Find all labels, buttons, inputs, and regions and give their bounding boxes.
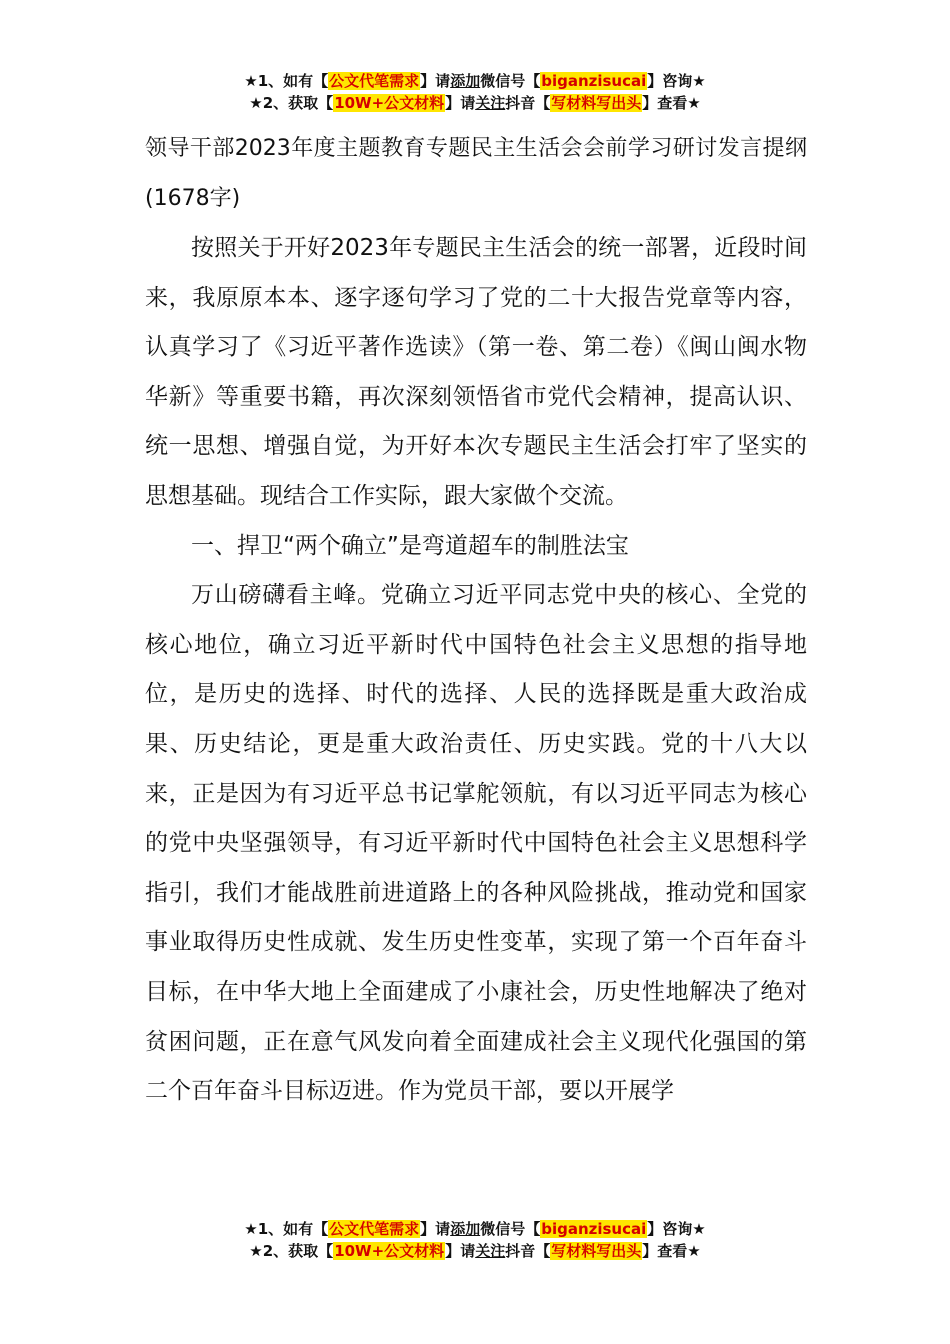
banner-underlined-text: 关注 bbox=[475, 1242, 506, 1260]
banner-text: 】咨询★ bbox=[647, 72, 706, 90]
banner-highlight: 10W+公文材料 bbox=[334, 1242, 445, 1260]
banner-text: ★2、获取【 bbox=[249, 1242, 334, 1260]
banner-text: 】请 bbox=[445, 1242, 476, 1260]
header-banner bbox=[0, 70, 950, 114]
document-body bbox=[145, 124, 807, 1117]
banner-line-2 bbox=[0, 1240, 950, 1262]
banner-text: 】查看★ bbox=[642, 1242, 701, 1260]
banner-text: 】咨询★ bbox=[647, 1220, 706, 1238]
banner-highlight: 写材料写出头 bbox=[551, 1242, 642, 1260]
banner-text: 微信号【 bbox=[480, 1220, 541, 1238]
banner-highlight: biganzisucai bbox=[541, 72, 647, 90]
banner-text: ★1、如有【 bbox=[244, 72, 329, 90]
banner-text: 】查看★ bbox=[642, 94, 701, 112]
banner-highlight: 10W+公文材料 bbox=[334, 94, 445, 112]
section-paragraph: 万山磅礴看主峰。党确立习近平同志党中央的核心、全党的核心地位，确立习近平新时代中国特色社会主义思想的指导地位，是历史的选择、时代的选择、人民的选择既是重大政治成果、历史结论，更是重大政治责任、历史实践。党的十八大以来，正是因为有习近平总书记掌舵领航，有以习近平同志为核心的党中央坚强领导，有习近平新时代中国特色社会主义思想科学指引，我们才能战胜前进道路上的各种风险挑战，推动党和国家事业取得历史性成就、发生历史性变革，实现了第一个百年奋斗目标，在中华大地上全面建成了小康社会，历史性地解决了绝对贫困问题，正在意气风发向着全面建成社会主义现代化强国的第二个百年奋斗目标迈进。作为党员干部，要以开展学 bbox=[145, 582, 807, 1105]
banner-text: 】请 bbox=[445, 94, 476, 112]
footer-banner bbox=[0, 1218, 950, 1262]
banner-text: 】请 bbox=[420, 1220, 451, 1238]
banner-text: 抖音【 bbox=[505, 1242, 551, 1260]
banner-underlined-text: 添加 bbox=[450, 72, 481, 90]
document-title: 领导干部2023年度主题教育专题民主生活会会前学习研讨发言提纲(1678字) bbox=[145, 136, 807, 211]
banner-highlight: 公文代笔需求 bbox=[329, 1220, 420, 1238]
banner-line-2 bbox=[0, 92, 950, 114]
banner-text: ★2、获取【 bbox=[249, 94, 334, 112]
banner-underlined-text: 添加 bbox=[450, 1220, 481, 1238]
banner-line-1 bbox=[0, 1218, 950, 1240]
intro-paragraph: 按照关于开好2023年专题民主生活会的统一部署，近段时间来，我原原本本、逐字逐句学习了党的二十大报告党章等内容，认真学习了《习近平著作选读》（第一卷、第二卷）《闽山闽水物华新》等重要书籍，再次深刻领悟省市党代会精神，提高认识、统一思想、增强自觉，为开好本次专题民主生活会打牢了坚实的思想基础。现结合工作实际，跟大家做个交流。 bbox=[145, 235, 807, 509]
banner-highlight: biganzisucai bbox=[541, 1220, 647, 1238]
banner-text: 微信号【 bbox=[480, 72, 541, 90]
banner-highlight: 写材料写出头 bbox=[551, 94, 642, 112]
banner-text: 抖音【 bbox=[505, 94, 551, 112]
section-heading: 一、捍卫“两个确立”是弯道超车的制胜法宝 bbox=[191, 532, 629, 559]
banner-text: 】请 bbox=[420, 72, 451, 90]
banner-text: ★1、如有【 bbox=[244, 1220, 329, 1238]
banner-underlined-text: 关注 bbox=[475, 94, 506, 112]
banner-line-1 bbox=[0, 70, 950, 92]
banner-highlight: 公文代笔需求 bbox=[329, 72, 420, 90]
